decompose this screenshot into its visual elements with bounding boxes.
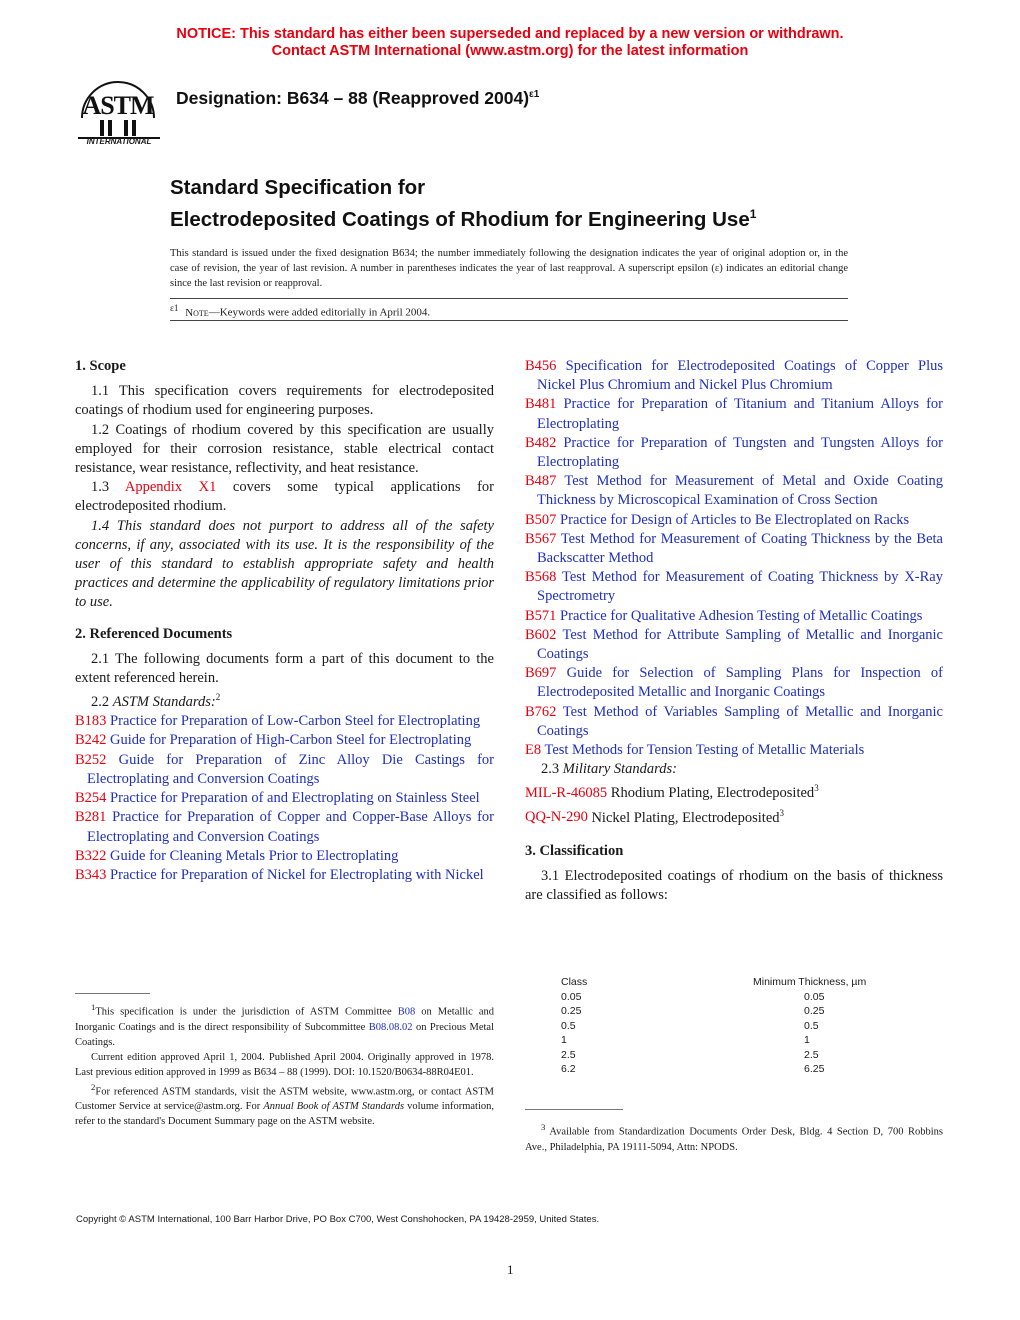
reference-item[interactable] <box>525 664 943 702</box>
military-standard-sup: 3 <box>814 783 819 794</box>
reference-code[interactable]: B481 <box>525 396 557 413</box>
reference-code[interactable]: B456 <box>525 358 557 374</box>
military-standards-list <box>525 779 943 827</box>
reference-item[interactable] <box>75 866 494 885</box>
reference-code[interactable]: B281 <box>75 809 107 826</box>
para-2-2-num: 2.2 <box>91 694 113 711</box>
footnote-1-b: on Metallic and Inorganic Coatings and is the direct responsibility of Subcommittee <box>75 1006 494 1033</box>
reference-title[interactable]: Practice for Preparation of Copper and Copper-Base Alloys for Electroplating and Conversion Coatings <box>87 809 495 845</box>
para-1-3-pre: 1.3 <box>91 479 125 496</box>
page-title <box>170 174 756 233</box>
left-column <box>75 357 494 885</box>
reference-code[interactable]: B567 <box>525 530 557 547</box>
reference-code[interactable]: B183 <box>75 713 107 730</box>
right-footnote <box>525 1120 943 1155</box>
reference-item[interactable] <box>525 511 943 530</box>
notice-line-2: Contact ASTM International (www.astm.org) for the latest information <box>271 43 749 59</box>
reference-title[interactable]: Test Method for Attribute Sampling of Metallic and Inorganic Coatings <box>537 626 943 663</box>
col-class-header: Class <box>561 976 588 988</box>
reference-title[interactable]: Guide for Preparation of High-Carbon Steel for Electroplating <box>110 732 472 749</box>
right-column <box>525 357 943 905</box>
notice-line-1: NOTICE: This standard has either been superseded and replaced by a new version or withdrawn. <box>176 26 844 42</box>
withdrawal-notice <box>0 26 1020 60</box>
para-2-2 <box>75 688 494 712</box>
reference-item[interactable] <box>525 434 943 472</box>
section-3-heading: 3. Classification <box>525 842 624 859</box>
thickness-cell: 0.05 <box>804 991 825 1003</box>
military-standard-title: Nickel Plating, Electrodeposited <box>591 809 780 826</box>
section-2-heading: 2. Referenced Documents <box>75 625 233 642</box>
title-line-2: Electrodeposited Coatings of Rhodium for Engineering Use <box>170 207 750 231</box>
footnote-1-a: This specification is under the jurisdiction of ASTM Committee <box>95 1006 398 1018</box>
reference-code[interactable]: B252 <box>75 751 107 768</box>
para-2-3 <box>525 760 943 779</box>
military-standard-title: Rhodium Plating, Electrodeposited <box>610 785 815 802</box>
reference-code[interactable]: B343 <box>75 866 107 883</box>
reference-item[interactable] <box>525 395 943 433</box>
reference-title[interactable]: Practice for Preparation of Tungsten and Tungsten Alloys for Electroplating <box>537 434 943 471</box>
reference-code[interactable]: B762 <box>525 703 557 720</box>
divider <box>170 320 848 321</box>
designation <box>176 88 539 109</box>
right-reference-list <box>525 357 943 760</box>
editorial-note <box>170 303 430 319</box>
section-1-heading: 1. Scope <box>75 358 126 374</box>
reference-code[interactable]: B482 <box>525 434 557 451</box>
reference-code[interactable]: B507 <box>525 511 557 528</box>
reference-code[interactable]: B322 <box>75 847 107 864</box>
thickness-cell: 1 <box>804 1034 810 1047</box>
copyright-footer: Copyright © ASTM International, 100 Barr Harbor Drive, PO Box C700, West Conshohocken, PA 19428-2959, United States. <box>76 1214 600 1225</box>
thickness-cell: 0.5 <box>804 1019 819 1032</box>
issuance-note: This standard is issued under the fixed designation B634; the number immediately following the designation indicates the year of original adoption or, in the case of revision, the year of last revision. A number in parentheses indicates the year of last reapproval. A superscript epsilon (ε) indicates an editorial change since the last revision or reapproval. <box>170 248 848 289</box>
para-1-3-post: covers some typical applications for electrodeposited rhodium. <box>75 479 494 515</box>
svg-text:ASTM: ASTM <box>82 91 154 120</box>
para-1-4: 1.4 This standard does not purport to address all of the safety concerns, if any, associated with its use. It is the responsibility of the user of this standard to establish appropriate safety and health practices and determine the applicability of regulatory limitations prior to use. <box>75 517 494 611</box>
reference-title[interactable]: Test Method for Measurement of Coating Thickness by X-Ray Spectrometry <box>537 569 943 605</box>
reference-title[interactable]: Practice for Preparation of Low-Carbon Steel for Electroplating <box>110 713 481 730</box>
thickness-cell: 6.25 <box>804 1062 825 1075</box>
reference-title[interactable]: Practice for Qualitative Adhesion Testing of Metallic Coatings <box>560 607 923 624</box>
reference-code[interactable]: B487 <box>525 473 557 490</box>
footnote-2-a: For referenced ASTM standards, visit the ASTM website, www.astm.org, or contact ASTM Customer Service at service@astm.org. For <box>75 1086 494 1112</box>
reference-item[interactable] <box>525 568 943 606</box>
logo-subtitle: INTERNATIONAL <box>86 137 152 146</box>
left-reference-list <box>75 712 494 885</box>
footnote-1-c: on Precious Metal Coatings. <box>75 1021 494 1048</box>
left-footnotes <box>75 1000 494 1129</box>
designation-epsilon: ε1 <box>529 89 540 101</box>
military-standard-code[interactable]: QQ-N-290 <box>525 809 588 826</box>
reference-code[interactable]: B697 <box>525 665 557 682</box>
reference-title[interactable]: Guide for Preparation of Zinc Alloy Die Castings for Electroplating and Conversion Coatings <box>87 751 495 787</box>
footnote-divider <box>525 1109 623 1110</box>
reference-title[interactable]: Test Method for Measurement of Metal and Oxide Coating Thickness by Microscopical Examination of Cross Section <box>537 473 943 509</box>
note-text: —Keywords were added editorially in April 2004. <box>208 306 431 319</box>
committee-link[interactable]: B08 <box>397 1006 416 1018</box>
class-cell: 0.05 <box>561 991 582 1003</box>
reference-item[interactable] <box>75 808 494 846</box>
reference-item[interactable] <box>525 530 943 568</box>
reference-item[interactable] <box>75 847 494 866</box>
para-1-2: 1.2 Coatings of rhodium covered by this specification are usually employed for their corrosion resistance, stable electrical contact resistance, wear resistance, reflectivity, and heat resistance. <box>75 421 494 477</box>
page-number: 1 <box>507 1262 514 1277</box>
footnote-3 <box>525 1120 943 1155</box>
para-2-3-label: Military Standards: <box>562 761 678 778</box>
para-2-3-num: 2.3 <box>541 761 563 778</box>
divider <box>170 298 848 299</box>
class-cell: 1 <box>561 1034 567 1047</box>
table-row <box>561 1062 901 1076</box>
note-label: Note <box>185 306 209 319</box>
para-3-1: 3.1 Electrodeposited coatings of rhodium on the basis of thickness are classified as follows: <box>525 867 943 903</box>
reference-item[interactable] <box>525 472 943 510</box>
subcommittee-link[interactable]: B08.08.02 <box>368 1021 413 1033</box>
footnote-divider <box>75 993 150 994</box>
class-cell: 2.5 <box>561 1048 576 1061</box>
reference-code[interactable]: B254 <box>75 790 107 807</box>
reference-item[interactable] <box>75 731 494 750</box>
footnote-3-text: Available from Standardization Documents Order Desk, Bldg. 4 Section D, 700 Robbins Ave., Philadelphia, PA 19111-5094, Attn: NPODS. <box>525 1126 944 1153</box>
footnote-2 <box>75 1080 494 1130</box>
title-line-1: Standard Specification for <box>170 176 426 199</box>
col-thickness-header: Minimum Thickness, µm <box>753 976 867 988</box>
footnote-1 <box>75 1000 494 1050</box>
reference-code[interactable]: E8 <box>525 742 542 759</box>
footnote-1-mark: 1 <box>91 1002 96 1012</box>
class-cell: 0.25 <box>561 1005 582 1018</box>
reference-item[interactable] <box>75 751 494 789</box>
classification-table <box>561 975 901 1076</box>
reference-title[interactable]: Practice for Preparation of and Electroplating on Stainless Steel <box>110 790 480 807</box>
footnote-2-b: volume information, refer to the standard's Document Summary page on the ASTM website. <box>75 1101 494 1127</box>
designation-text: Designation: B634 – 88 (Reapproved 2004) <box>176 88 530 108</box>
footnote-3-mark: 3 <box>541 1122 546 1132</box>
para-2-2-label: ASTM Standards: <box>112 694 216 711</box>
reference-title[interactable]: Practice for Preparation of Nickel for Electroplating with Nickel <box>110 866 484 883</box>
title-footnote-mark: 1 <box>749 207 757 221</box>
table-header <box>561 975 901 990</box>
reference-title[interactable]: Practice for Design of Articles to Be Electroplated on Racks <box>560 511 910 528</box>
military-standard-sup: 3 <box>779 807 784 818</box>
reference-title[interactable]: Test Method of Variables Sampling of Metallic and Inorganic Coatings <box>537 703 943 739</box>
reference-title[interactable]: Specification for Electrodeposited Coatings of Copper Plus Nickel Plus Chromium and Nickel Plus Chromium <box>537 358 943 394</box>
reference-code[interactable]: B568 <box>525 569 557 586</box>
thickness-cell: 2.5 <box>804 1048 819 1061</box>
reference-title[interactable]: Practice for Preparation of Titanium and Titanium Alloys for Electroplating <box>537 396 943 432</box>
reference-title[interactable]: Guide for Selection of Sampling Plans for Inspection of Electrodeposited Metallic and Inorganic Coatings <box>537 665 943 701</box>
footnote-2-mark: 2 <box>91 1081 96 1092</box>
reference-item[interactable] <box>75 712 494 731</box>
reference-title[interactable]: Test Methods for Tension Testing of Metallic Materials <box>544 742 865 759</box>
reference-title[interactable]: Test Method for Measurement of Coating Thickness by the Beta Backscatter Method <box>537 530 943 567</box>
reference-item[interactable] <box>525 703 943 741</box>
reference-title[interactable]: Guide for Cleaning Metals Prior to Electroplating <box>110 847 399 864</box>
para-2-2-sup: 2 <box>215 692 221 703</box>
class-cell: 0.5 <box>561 1019 576 1032</box>
para-1-1: 1.1 This specification covers requirements for electrodeposited coatings of rhodium used for engineering purposes. <box>75 383 494 419</box>
table-body <box>561 990 901 1076</box>
thickness-cell: 0.25 <box>804 1005 825 1018</box>
reference-item[interactable] <box>75 789 494 808</box>
reference-item[interactable] <box>525 626 943 664</box>
reference-code[interactable]: B242 <box>75 732 107 749</box>
note-epsilon: ε1 <box>170 303 179 313</box>
military-standard-item <box>525 779 943 803</box>
astm-logo-icon <box>74 74 164 154</box>
reference-code[interactable]: B602 <box>525 626 557 643</box>
military-standard-code[interactable]: MIL-R-46085 <box>525 785 608 802</box>
table-row <box>561 1019 901 1033</box>
reference-item[interactable] <box>525 357 943 395</box>
footnote-1-edition: Current edition approved April 1, 2004. Published April 2004. Originally approved in 1978. Last previous edition approved in 1999 as B634 – 88 (1999). DOI: 10.1520/B0634-88R04E01. <box>75 1051 494 1078</box>
table-row <box>561 1048 901 1062</box>
table-row <box>561 1004 901 1018</box>
para-1-3 <box>75 478 494 516</box>
footnote-2-italic: Annual Book of ASTM Standards <box>263 1101 405 1112</box>
appendix-link[interactable]: Appendix X1 <box>124 479 217 496</box>
military-standard-item <box>525 804 943 828</box>
reference-item[interactable] <box>525 607 943 626</box>
table-row <box>561 990 901 1004</box>
para-2-1: 2.1 The following documents form a part of this document to the extent referenced herein. <box>75 650 494 687</box>
reference-item[interactable] <box>525 741 943 760</box>
class-cell: 6.2 <box>561 1062 576 1075</box>
reference-code[interactable]: B571 <box>525 607 557 624</box>
table-row <box>561 1033 901 1047</box>
